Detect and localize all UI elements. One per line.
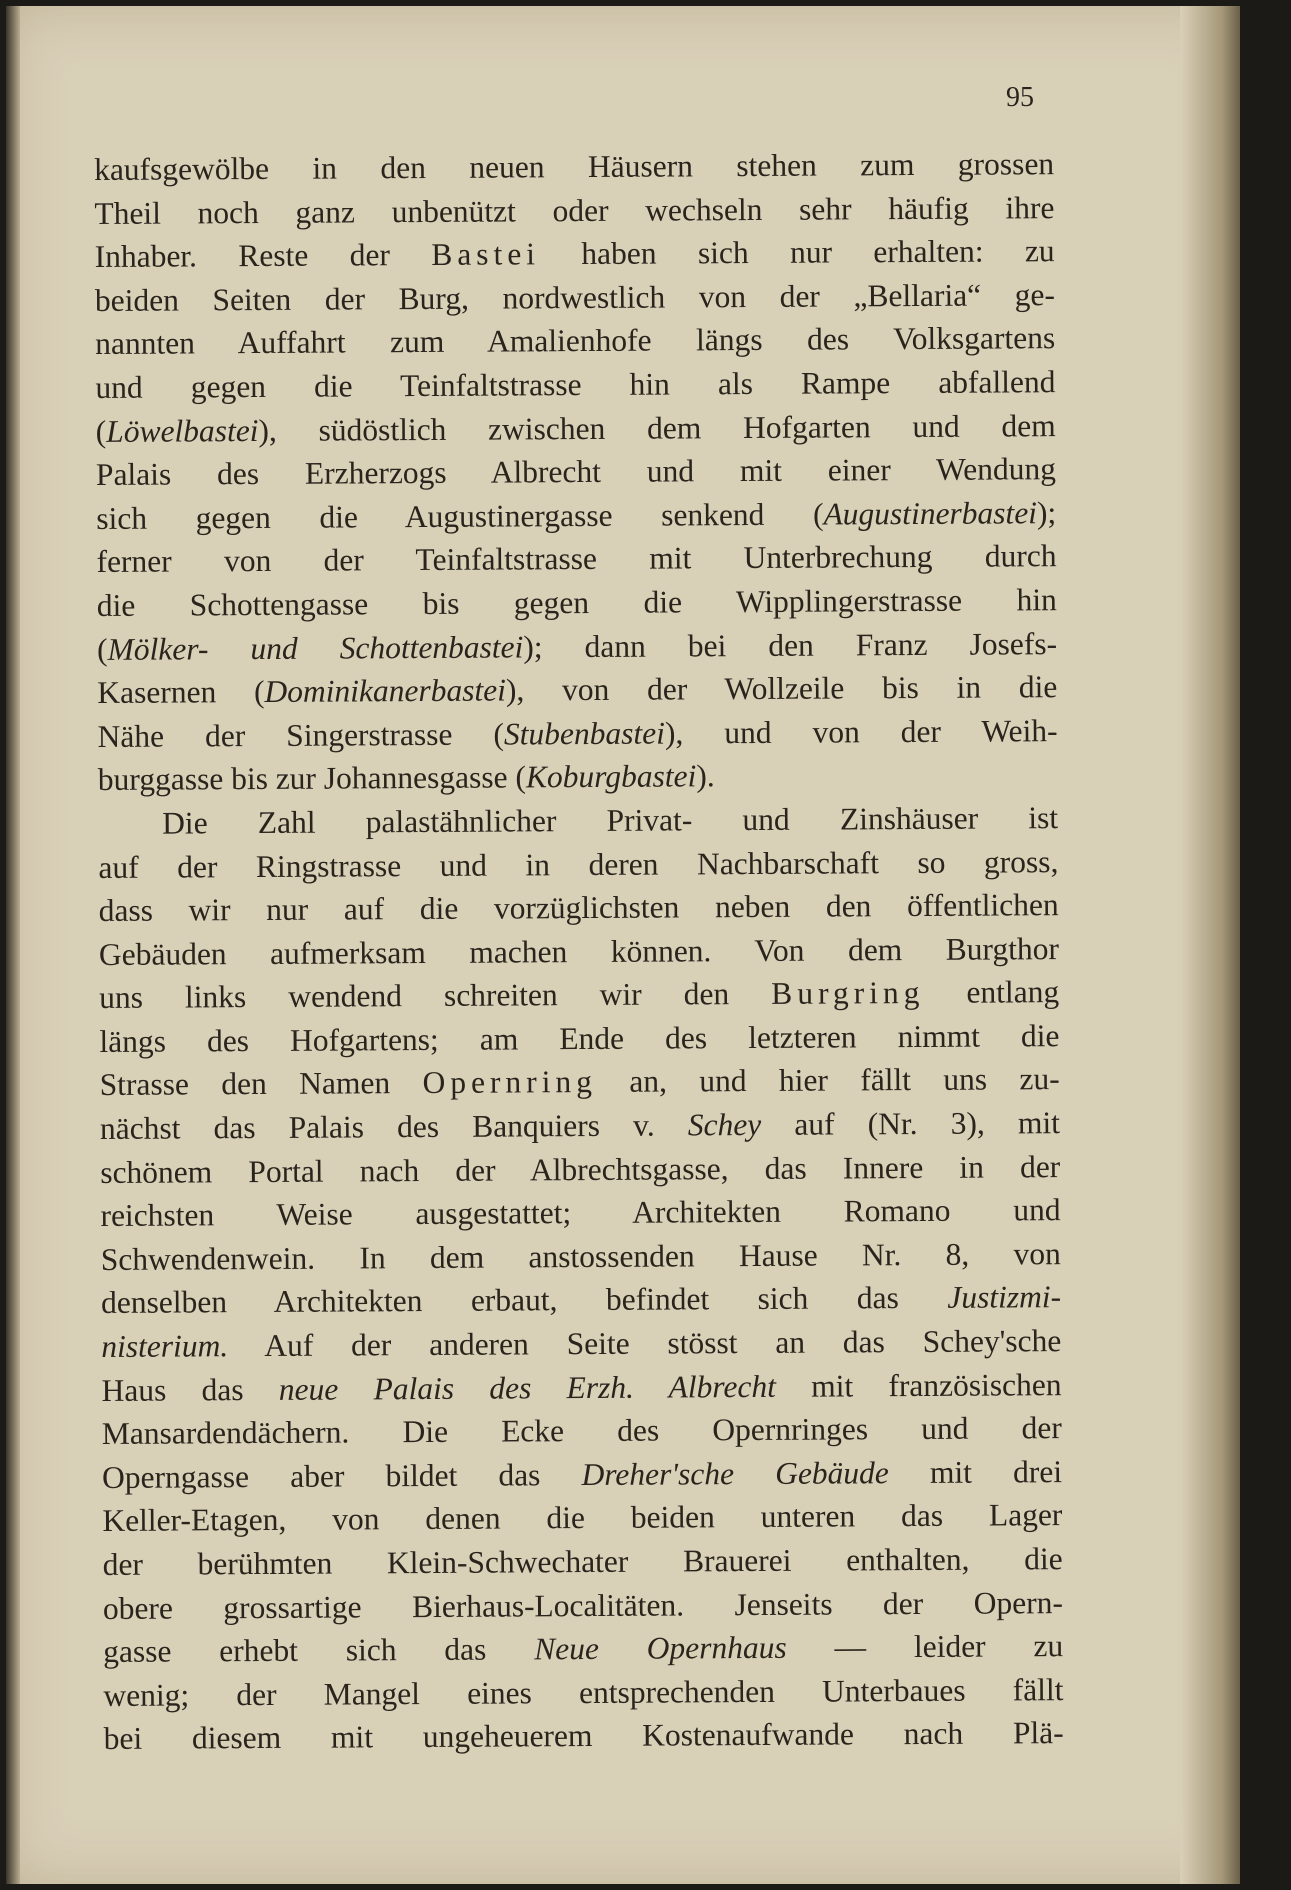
text-line [101, 1276, 1061, 1325]
text-run: bei diesem mit ungeheuerem Kostenaufwande nach Plä- [103, 1715, 1064, 1757]
italic-text: nisterium. [101, 1328, 229, 1365]
text-run: und gegen die Teinfaltstrasse hin als Rampe abfallend [95, 364, 1056, 405]
text-line [103, 1668, 1063, 1717]
page-number: 95 [1006, 82, 1034, 113]
text-run: Kasernen ( [97, 674, 265, 711]
italic-text: Dominikanerbastei [264, 672, 507, 710]
text-line [95, 360, 1055, 409]
text-run: beiden Seiten der Burg, nordwestlich von der „Bellaria“ ge- [94, 276, 1056, 318]
italic-text: Neue Opernhaus [534, 1629, 787, 1667]
text-run: Gebäuden aufmerksam machen können. Von dem Burgthor [98, 930, 1060, 972]
text-line [96, 447, 1056, 496]
text-line [98, 840, 1058, 889]
text-run: Schwendenwein. In dem anstossenden Hause Nr. 8, von [100, 1235, 1061, 1277]
text-run: an, und hier fällt uns zu- [596, 1061, 1060, 1100]
text-run: Auf der anderen Seite stösst an das Schey'sche [228, 1323, 1062, 1364]
text-run: gasse erhebt sich das [103, 1631, 535, 1670]
page-edge-shadow [1180, 6, 1240, 1884]
text-line [104, 1711, 1064, 1760]
text-run: ), und von der Weih- [664, 712, 1058, 751]
text-line [97, 709, 1057, 758]
text-line [103, 1581, 1063, 1630]
body-text [94, 142, 1064, 1761]
text-run: auf der Ringstrasse und in deren Nachbarschaft so gross, [98, 843, 1059, 885]
text-line [94, 142, 1054, 191]
text-run: haben sich nur erhalten: zu [539, 233, 1055, 272]
spaced-text: Opernring [422, 1064, 598, 1101]
text-line [96, 404, 1056, 453]
text-run: ), von der Wollzeile bis in die [505, 669, 1058, 708]
text-line [97, 578, 1057, 627]
text-line [100, 1188, 1060, 1237]
italic-text: Löwelbastei [106, 412, 259, 449]
text-run: ); dann bei den Franz Josefs- [523, 625, 1058, 664]
text-line [97, 665, 1057, 714]
text-run: Palais des Erzherzogs Albrecht und mit einer Wendung [95, 451, 1057, 493]
text-line [95, 273, 1055, 322]
text-line [95, 229, 1055, 278]
spaced-text: Bastei [431, 236, 541, 273]
text-line [99, 883, 1059, 932]
text-run: nächst das Palais des Banquiers v. [99, 1107, 688, 1147]
text-run: uns links wendend schreiten wir den [99, 976, 772, 1016]
text-line [102, 1406, 1062, 1455]
text-run: ( [95, 413, 107, 449]
text-line [96, 534, 1056, 583]
text-run: reichsten Weise ausgestattet; Architekten Romano und [100, 1192, 1061, 1234]
text-line [98, 796, 1058, 845]
text-line [103, 1537, 1063, 1586]
text-run: ), südöstlich zwischen dem Hofgarten und dem [258, 407, 1056, 448]
text-run: Mansardendächern. Die Ecke des Opernringes und der [101, 1410, 1062, 1452]
text-line [101, 1363, 1061, 1412]
text-line [102, 1450, 1062, 1499]
text-line [98, 752, 1058, 801]
text-run: Theil noch ganz unbenützt oder wechseln sehr häufig ihre [94, 189, 1055, 231]
text-run: nannten Auffahrt zum Amalienhofe längs des Volksgartens [95, 320, 1056, 362]
text-run: kaufsgewölbe in den neuen Häusern stehen zum grossen [94, 146, 1055, 187]
text-run: mit drei [888, 1453, 1063, 1490]
text-run: die Schottengasse bis gegen die Wipplingerstrasse hin [96, 582, 1057, 623]
text-run: Die Zahl palastähnlicher Privat- und Zinshäuser ist [162, 800, 1059, 841]
text-line [100, 1145, 1060, 1194]
text-line [100, 1101, 1060, 1150]
text-run: — leider zu [786, 1628, 1064, 1665]
italic-text: Koburgbastei [525, 758, 697, 795]
italic-text: Dreher'sche Gebäude [581, 1454, 889, 1492]
text-run: wenig; der Mangel eines entsprechenden Unterbaues fällt [103, 1671, 1064, 1713]
text-run: schönem Portal nach der Albrechtsgasse, das Innere in der [100, 1148, 1061, 1190]
text-run: ); [1036, 494, 1057, 530]
text-run: mit französischen [775, 1366, 1062, 1404]
text-line [97, 622, 1057, 671]
text-run: Nähe der Singerstrasse ( [97, 716, 505, 754]
text-run: dass wir nur auf die vorzüglichsten neben den öffentlichen [98, 887, 1059, 929]
binding-edge [6, 6, 20, 1884]
italic-text: Schey [687, 1107, 762, 1143]
text-line [94, 186, 1054, 235]
text-line [99, 1014, 1059, 1063]
italic-text: neue Palais des Erzh. Albrecht [278, 1368, 776, 1407]
text-line [101, 1319, 1061, 1368]
text-run: auf (Nr. 3), mit [761, 1105, 1061, 1143]
text-run: Inhaber. Reste der [94, 237, 432, 275]
text-run: denselben Architekten erbaut, befindet sich das [100, 1280, 948, 1321]
text-run: ( [96, 631, 108, 667]
text-line [102, 1494, 1062, 1543]
book-page [6, 6, 1240, 1884]
text-run: burggasse bis zur Johannesgasse ( [97, 759, 527, 798]
text-line [96, 491, 1056, 540]
text-run: sich gegen die Augustinergasse senkend ( [96, 496, 824, 536]
text-line [101, 1232, 1061, 1281]
italic-text: Augustinerbastei [823, 494, 1038, 532]
text-run: Operngasse aber bildet das [102, 1456, 582, 1495]
text-line [95, 317, 1055, 366]
text-line [99, 970, 1059, 1019]
italic-text: Justizmi- [947, 1279, 1062, 1316]
text-run: Haus das [101, 1371, 279, 1408]
italic-text: Mölker- und Schottenbastei [107, 628, 524, 667]
text-run: längs des Hofgartens; am Ende des letzteren nimmt die [99, 1017, 1060, 1059]
text-run: entlang [924, 974, 1060, 1011]
text-line [103, 1624, 1063, 1673]
spaced-text: Burgring [771, 975, 925, 1012]
text-run: ). [696, 758, 715, 794]
text-run: der berühmten Klein-Schwechater Brauerei enthalten, die [102, 1541, 1063, 1582]
text-line [99, 927, 1059, 976]
italic-text: Stubenbastei [503, 715, 666, 752]
text-run: ferner von der Teinfaltstrasse mit Unterbrechung durch [96, 538, 1057, 580]
text-run: Strasse den Namen [99, 1065, 423, 1103]
text-run: obere grossartige Bierhaus-Localitäten. Jenseits der Opern- [102, 1584, 1064, 1626]
text-line [100, 1058, 1060, 1107]
text-run: Keller-Etagen, von denen die beiden unteren das Lager [102, 1497, 1063, 1539]
